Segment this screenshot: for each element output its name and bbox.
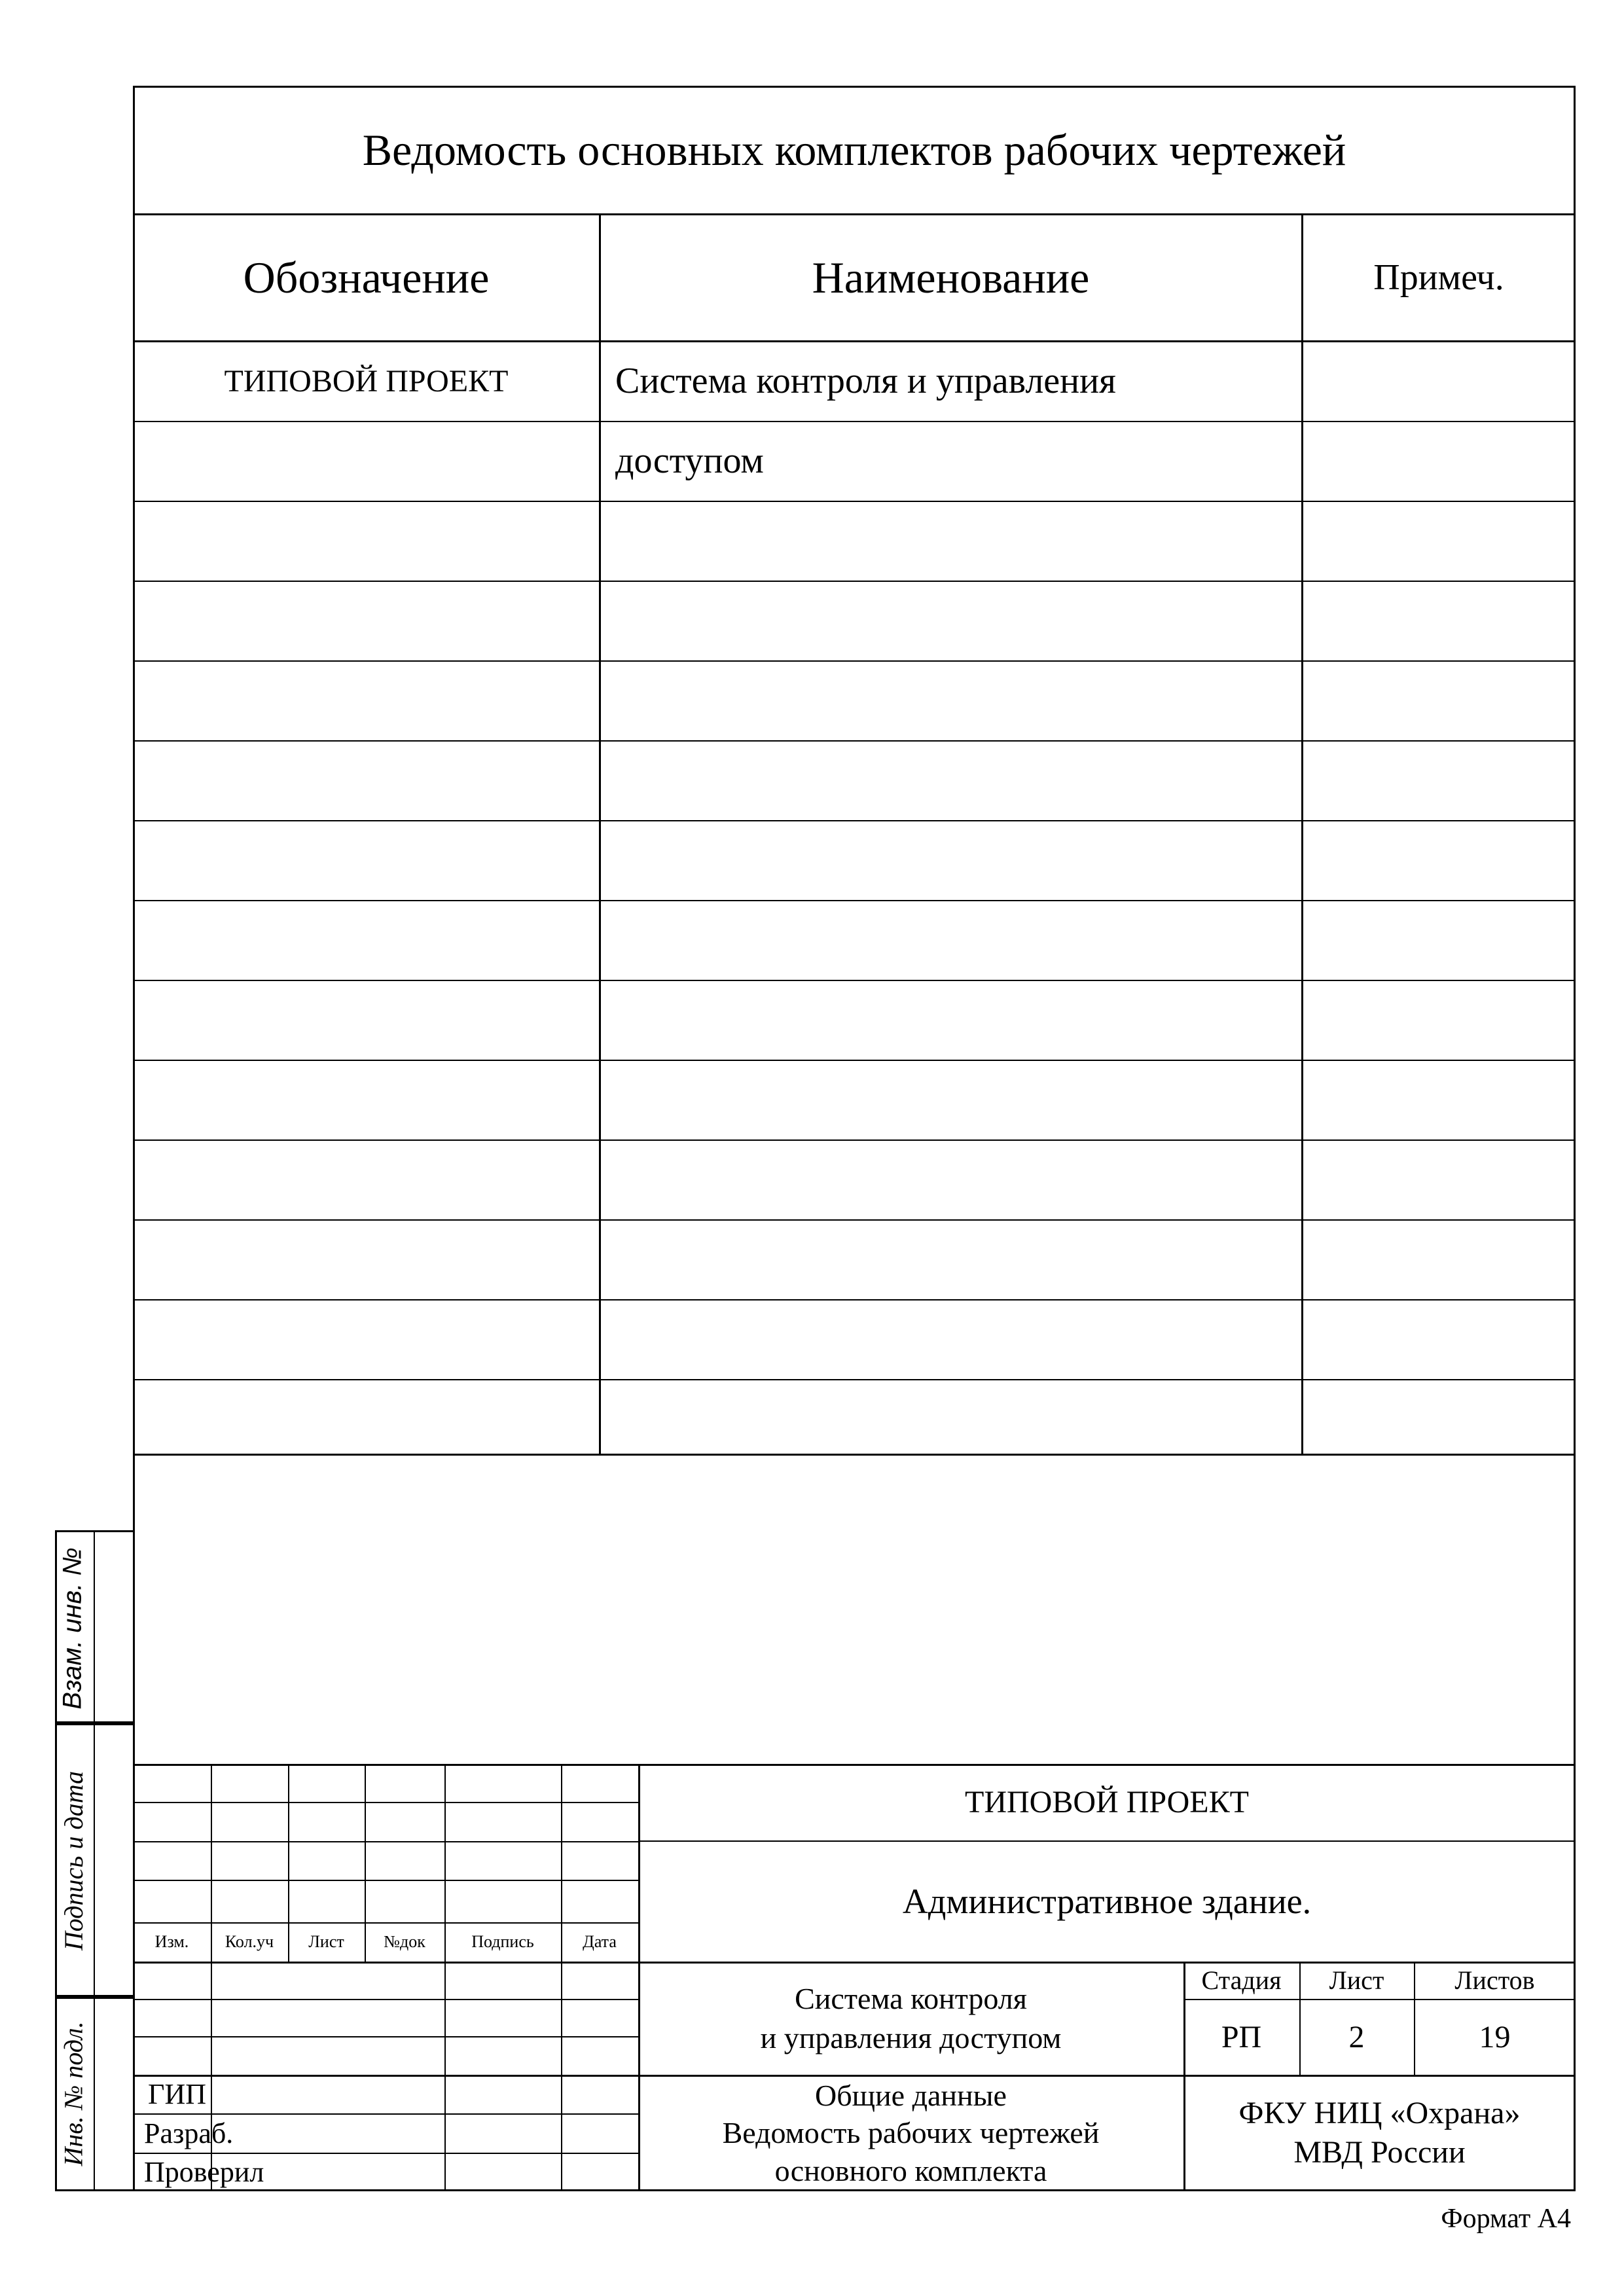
col-izm: Изм.: [154, 1932, 189, 1951]
col-ndok: №док: [384, 1932, 425, 1951]
side-label-inv: Инв. № подл.: [58, 2021, 88, 2166]
header-note: Примеч.: [1373, 257, 1504, 298]
table-row-line: [133, 740, 1576, 742]
stamp-project: ТИПОВОЙ ПРОЕКТ: [965, 1785, 1249, 1820]
col-data: Дата: [583, 1932, 617, 1951]
stamp-org: [1183, 2075, 1576, 2191]
row-1-name: Система контроля и управления: [615, 361, 1116, 401]
table-row-line: [133, 980, 1576, 981]
stamp-doc: [638, 2075, 1183, 2191]
stamp-object: Административное здание.: [902, 1881, 1312, 1921]
stamp-org-line1: ФКУ НИЦ «Охрана»: [1238, 2096, 1521, 2130]
header-designation: Обозначение: [243, 252, 490, 302]
stamp-system-line2: и управления доступом: [760, 2020, 1062, 2054]
table-row-line: [133, 1060, 1576, 1061]
stamp-doc-line3: основного комплекта: [774, 2153, 1047, 2187]
role-proveril: Проверил: [144, 2156, 264, 2188]
stamp-system: [638, 1962, 1183, 2075]
table-row-line: [133, 1139, 1576, 1141]
table-row-line: [133, 820, 1576, 821]
table-row-line: [133, 1299, 1576, 1300]
stage-label: Стадия: [1201, 1965, 1282, 1995]
stamp-org-line2: МВД России: [1293, 2135, 1466, 2170]
table-row-line: [133, 1379, 1576, 1380]
table-row-line: [133, 900, 1576, 901]
header-name: Наименование: [812, 252, 1090, 302]
stamp-doc-line2: Ведомость рабочих чертежей: [722, 2116, 1100, 2150]
stamp-doc-line1: Общие данные: [815, 2078, 1007, 2112]
side-label-vzam: Взам. инв. №: [58, 1547, 87, 1710]
row-1-designation: ТИПОВОЙ ПРОЕКТ: [224, 363, 509, 399]
table-row-line: [133, 581, 1576, 582]
sheet-title: Ведомость основных комплектов рабочих чертежей: [362, 124, 1346, 175]
table-row-line: [133, 501, 1576, 502]
table-row-line: [133, 660, 1576, 662]
col-list: Лист: [308, 1932, 344, 1951]
col-podpis: Подпись: [471, 1932, 534, 1951]
row-2-name: доступом: [615, 440, 764, 481]
stage-value: РП: [1221, 2019, 1262, 2054]
sheets-value: 19: [1479, 2019, 1511, 2054]
stamp-system-line1: Система контроля: [795, 1981, 1027, 2015]
format-label: Формат А4: [1441, 2204, 1571, 2234]
role-gip: ГИП: [148, 2078, 206, 2110]
sheet-label: Лист: [1329, 1965, 1384, 1995]
col-kol: Кол.уч: [225, 1932, 274, 1951]
sheets-label: Листов: [1454, 1965, 1535, 1995]
role-razrab: Разраб.: [144, 2117, 234, 2149]
side-label-podpis: Подпись и дата: [59, 1770, 88, 1951]
table-row-line: [133, 1219, 1576, 1221]
sheet-value: 2: [1348, 2019, 1365, 2054]
